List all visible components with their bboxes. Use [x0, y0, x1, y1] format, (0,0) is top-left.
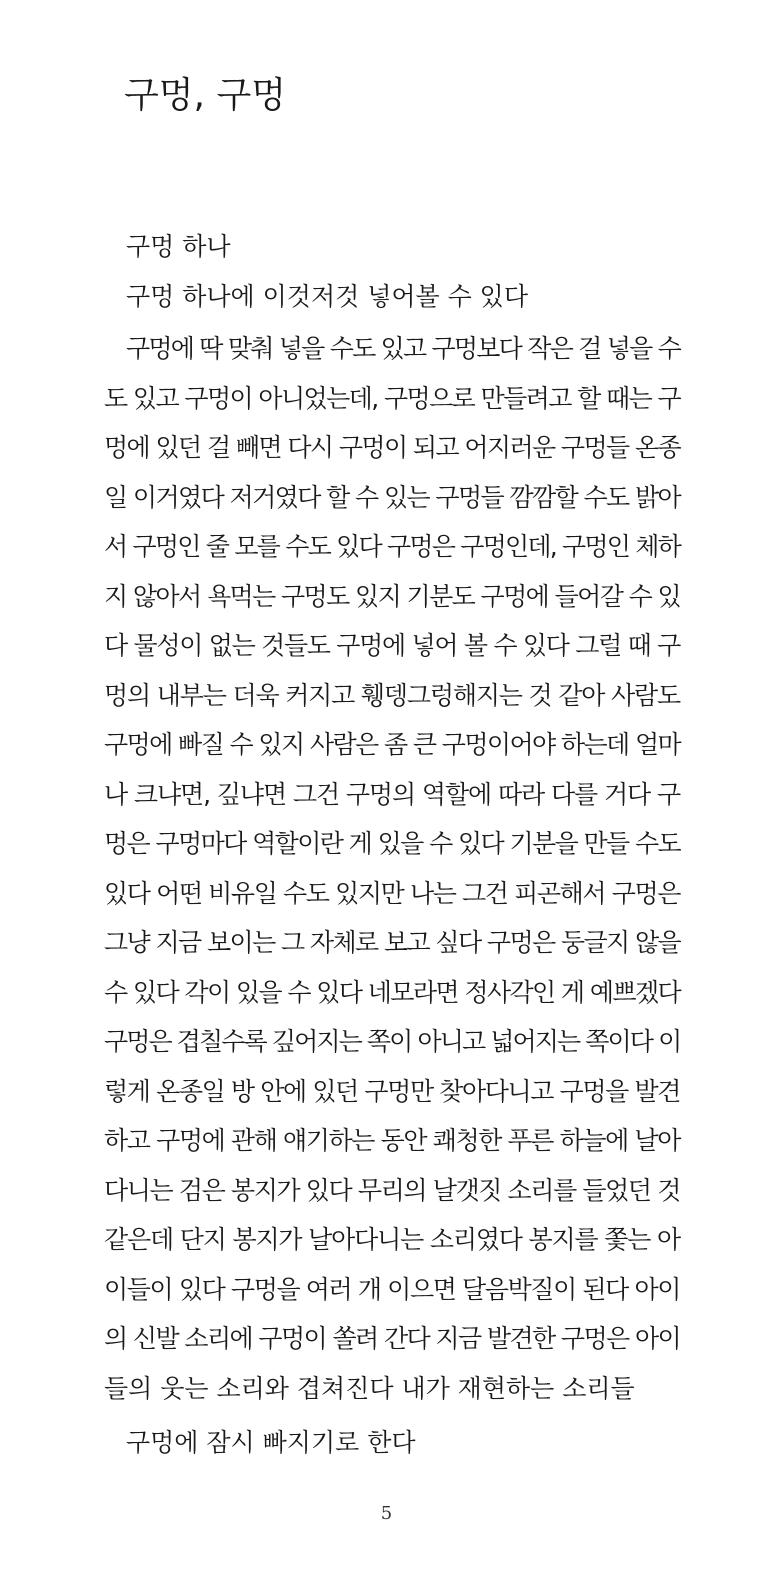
- body-line: 같은데 단지 봉지가 날아다니는 소리였다 봉지를 쫓는 아: [104, 1225, 680, 1254]
- body-line: 그냥 지금 보이는 그 자체로 보고 싶다 구멍은 둥글지 않을: [104, 928, 681, 957]
- body-line: 지 않아서 욕먹는 구멍도 있지 기분도 구멍에 들어갈 수 있: [104, 581, 681, 611]
- body-line: 다 물성이 없는 것들도 구멍에 넣어 볼 수 있다 그럴 때 구: [104, 631, 680, 660]
- page-number: 5: [380, 1503, 393, 1524]
- poem-body: [104, 324, 680, 1413]
- body-line: 구멍은 겹칠수록 깊어지는 쪽이 아니고 넓어지는 쪽이다 이: [104, 1027, 681, 1056]
- body-line: 들의 웃는 소리와 겹쳐진다 내가 재현하는 소리들: [104, 1373, 635, 1403]
- body-line: 도 있고 구멍이 아니었는데, 구멍으로 만들려고 할 때는 구: [104, 383, 681, 413]
- body-line: 멍에 있던 걸 빼면 다시 구멍이 되고 어지러운 구멍들 온종: [104, 433, 681, 462]
- body-line: 멍의 내부는 더욱 커지고 휑뎅그렁해지는 것 같아 사람도: [104, 680, 680, 710]
- body-line: 일 이거였다 저거였다 할 수 있는 구멍들 깜깜할 수도 밝아: [104, 482, 681, 512]
- body-line: 이들이 있다 구멍을 여러 개 이으면 달음박질이 된다 아이: [104, 1274, 680, 1304]
- body-line: 하고 구멍에 관해 얘기하는 동안 쾌청한 푸른 하늘에 날아: [104, 1126, 680, 1155]
- body-line: 렇게 온종일 방 안에 있던 구멍만 찾아다니고 구멍을 발견: [104, 1076, 680, 1106]
- stanza-line: 구멍 하나: [126, 232, 231, 261]
- body-line: 구멍에 빠질 수 있지 사람은 좀 큰 구멍이어야 하는데 얼마: [104, 730, 681, 759]
- body-line: 서 구멍인 줄 모를 수도 있다 구멍은 구멍인데, 구멍인 체하: [104, 532, 680, 561]
- body-line: 수 있다 각이 있을 수 있다 네모라면 정사각인 게 예쁘겠다: [104, 977, 681, 1007]
- poem-title: 구멍, 구멍: [124, 75, 286, 116]
- body-line: 구멍에 딱 맞춰 넣을 수도 있고 구멍보다 작은 걸 넣을 수: [126, 334, 680, 363]
- body-line: 다니는 검은 봉지가 있다 무리의 날갯짓 소리를 들었던 것: [104, 1175, 680, 1205]
- body-line: 나 크냐면, 깊냐면 그건 구멍의 역할에 따라 다를 거다 구: [104, 779, 680, 809]
- stanza-line: 구멍 하나에 이것저것 넣어볼 수 있다: [126, 282, 528, 311]
- body-line: 멍은 구멍마다 역할이란 게 있을 수 있다 기분을 만들 수도: [104, 829, 681, 858]
- body-line: 의 신발 소리에 구멍이 쏠려 간다 지금 발견한 구멍은 아이: [104, 1324, 681, 1353]
- body-line: 있다 어떤 비유일 수도 있지만 나는 그건 피곤해서 구멍은: [104, 878, 680, 908]
- closing-line: 구멍에 잠시 빠지기로 한다: [126, 1428, 416, 1457]
